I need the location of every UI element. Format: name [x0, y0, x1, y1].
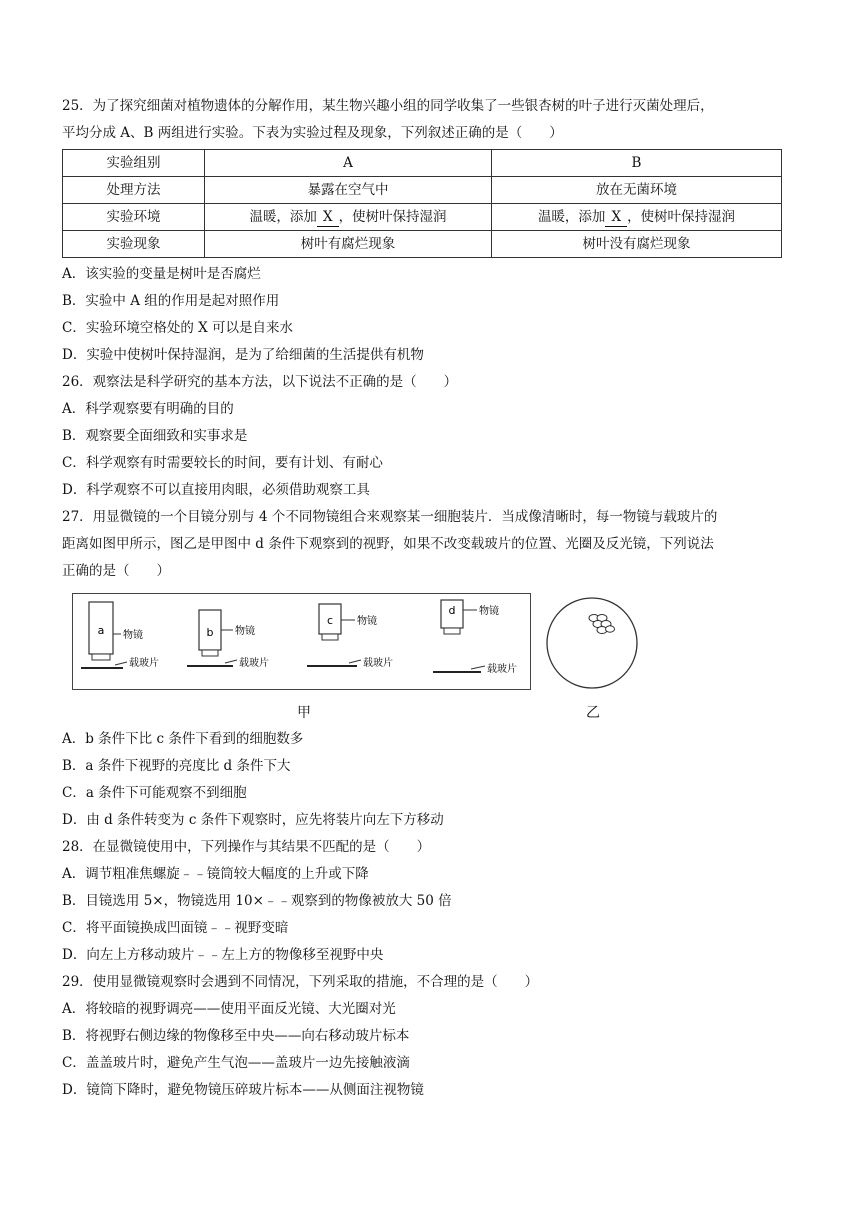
table-cell: 实验组别: [63, 150, 205, 177]
table-cell: 暴露在空气中: [205, 177, 492, 204]
figure-jia-objectives: [72, 593, 531, 690]
q26-option-b: B．观察要全面细致和实事求是: [62, 428, 248, 444]
slide-label: 载玻片: [239, 658, 269, 669]
q25-option-d: D．实验中使树叶保持湿润，是为了给细菌的生活提供有机物: [62, 347, 424, 363]
q28-option-d: D．向左上方移动玻片﹣﹣左上方的物像移至视野中央: [62, 947, 384, 963]
objective-a: [81, 602, 159, 669]
table-row: [63, 204, 782, 231]
q27-stem-line2: 距离如图甲所示，图乙是甲图中 d 条件下观察到的视野，如果不改变载玻片的位置、光圈及反光镜，下列说法: [62, 536, 714, 552]
table-cell: 树叶没有腐烂现象: [492, 231, 782, 258]
q26-option-c: C．科学观察有时需要较长的时间，要有计划、有耐心: [62, 455, 383, 471]
q26-option-a: A．科学观察要有明确的目的: [62, 401, 234, 417]
fill-blank: X: [317, 208, 339, 227]
q29-option-a: A．将较暗的视野调亮——使用平面反光镜、大光圈对光: [62, 1001, 396, 1017]
q25-stem-line2: 平均分成 A、B 两组进行实验。下表为实验过程及现象，下列叙述正确的是（ ）: [62, 125, 563, 141]
cell-text: ，使树叶保持湿润: [338, 209, 447, 225]
table-row: [63, 177, 782, 204]
q28-stem: 28．在显微镜使用中，下列操作与其结果不匹配的是（ ）: [62, 839, 431, 855]
q28-option-a: A．调节粗准焦螺旋﹣﹣镜筒较大幅度的上升或下降: [62, 866, 369, 882]
q29-option-b: B．将视野右侧边缘的物像移至中央——向右移动玻片标本: [62, 1028, 410, 1044]
objective-letter: d: [448, 604, 456, 617]
objective-label: 物镜: [235, 626, 255, 637]
q27-stem-line3: 正确的是（ ）: [62, 563, 170, 579]
figure-caption-jia: 甲: [297, 705, 311, 721]
q25-option-b: B．实验中 A 组的作用是起对照作用: [62, 293, 280, 309]
q28-option-b: B．目镜选用 5×，物镜选用 10×﹣﹣观察到的物像被放大 50 倍: [62, 893, 452, 909]
table-row: [63, 150, 782, 177]
q27-option-a: A．b 条件下比 c 条件下看到的细胞数多: [62, 731, 304, 747]
figure-yi-field-of-view: [545, 596, 639, 690]
objective-label: 物镜: [123, 630, 143, 641]
cell-text: 温暖，添加: [537, 209, 606, 225]
table-cell: 实验环境: [63, 204, 205, 231]
table-cell: [205, 204, 492, 231]
q29-stem: 29．使用显微镜观察时会遇到不同情况，下列采取的措施，不合理的是（ ）: [62, 974, 539, 990]
q26-option-d: D．科学观察不可以直接用肉眼，必须借助观察工具: [62, 482, 370, 498]
q25-option-c: C．实验环境空格处的 X 可以是自来水: [62, 320, 294, 336]
objective-letter: a: [97, 624, 105, 637]
table-cell: A: [205, 150, 492, 177]
table-cell: 放在无菌环境: [492, 177, 782, 204]
cell-text: ，使树叶保持湿润: [627, 209, 736, 225]
table-cell: 实验现象: [63, 231, 205, 258]
figure-caption-yi: 乙: [586, 705, 600, 721]
q27-option-b: B．a 条件下视野的亮度比 d 条件下大: [62, 758, 291, 774]
objective-letter: b: [206, 626, 214, 639]
table-cell: B: [492, 150, 782, 177]
slide-label: 载玻片: [487, 664, 517, 675]
objective-d: [433, 600, 517, 675]
objective-label: 物镜: [479, 606, 499, 617]
q25-stem-line1: 25．为了探究细菌对植物遗体的分解作用，某生物兴趣小组的同学收集了一些银杏树的叶子进行灭菌处理后，: [62, 98, 714, 114]
fill-blank: X: [605, 208, 627, 227]
q29-option-c: C．盖盖玻片时，避免产生气泡——盖玻片一边先接触液滴: [62, 1055, 410, 1071]
cell-text: 温暖，添加: [249, 209, 317, 225]
q25-option-a: A．该实验的变量是树叶是否腐烂: [62, 266, 261, 282]
q27-option-d: D．由 d 条件转变为 c 条件下观察时，应先将装片向左下方移动: [62, 812, 444, 828]
q27-stem-line1: 27．用显微镜的一个目镜分别与 4 个不同物镜组合来观察某一细胞装片．当成像清晰时，每一物镜与载玻片的: [62, 509, 718, 525]
q28-option-c: C．将平面镜换成凹面镜﹣﹣视野变暗: [62, 920, 289, 936]
q29-option-d: D．镜筒下降时，避免物镜压碎玻片标本——从侧面注视物镜: [62, 1082, 424, 1098]
objective-c: [307, 604, 393, 669]
q25-experiment-table: [62, 149, 782, 258]
objectives-diagram: [73, 594, 532, 691]
q27-option-c: C．a 条件下可能观察不到细胞: [62, 785, 247, 801]
q26-stem: 26．观察法是科学研究的基本方法，以下说法不正确的是（ ）: [62, 374, 458, 390]
slide-label: 载玻片: [363, 658, 393, 669]
table-cell: [492, 204, 782, 231]
field-of-view-circle: [547, 598, 637, 688]
slide-label: 载玻片: [129, 658, 159, 669]
table-cell: 树叶有腐烂现象: [205, 231, 492, 258]
table-row: [63, 231, 782, 258]
table-cell: 处理方法: [63, 177, 205, 204]
objective-b: [187, 610, 269, 669]
objective-letter: c: [326, 614, 334, 627]
objective-label: 物镜: [357, 616, 377, 627]
